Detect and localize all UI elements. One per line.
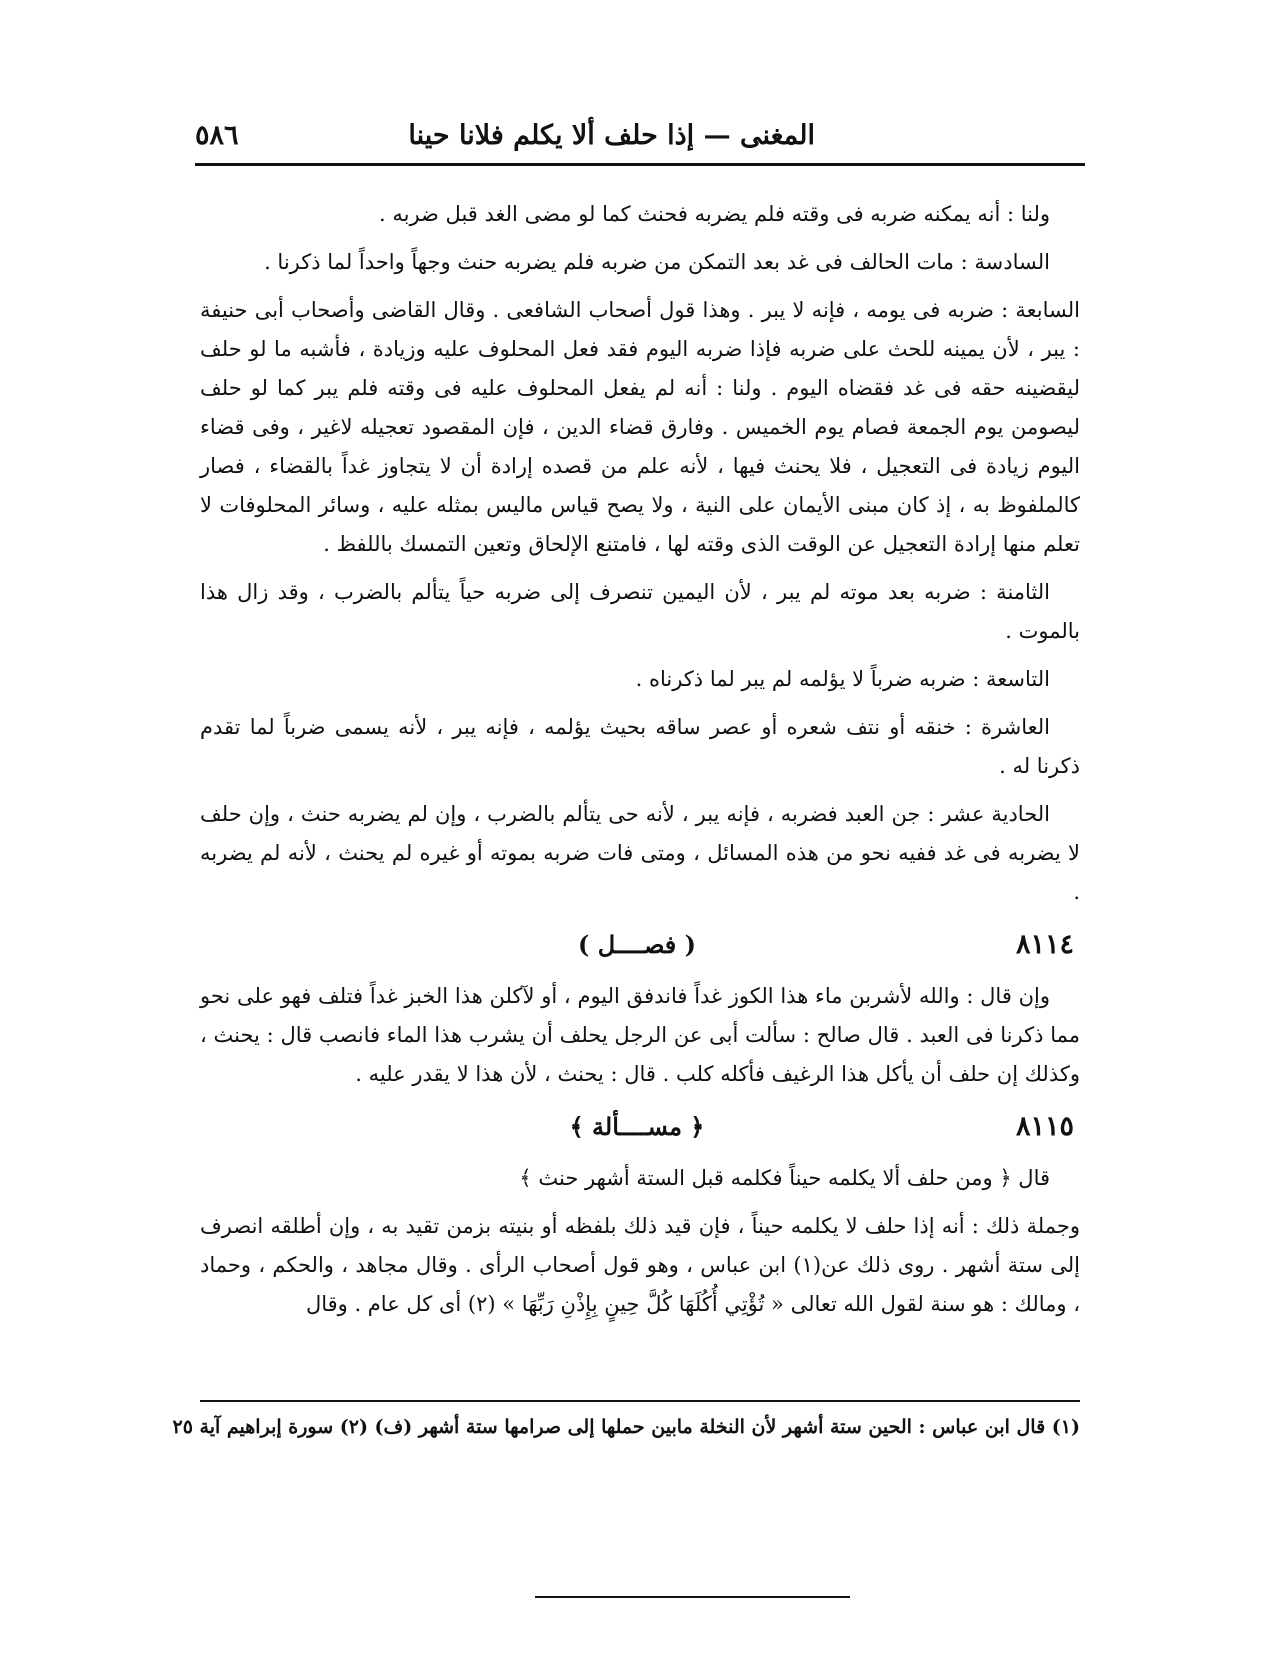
page-body xyxy=(200,195,1080,1333)
paragraph-2: السادسة : مات الحالف فى غد بعد التمكن من ضربه فلم يضربه حنث وجهاً واحداً لما ذكرنا . xyxy=(264,250,1050,274)
paragraph-6: العاشرة : خنقه أو نتف شعره أو عصر ساقه بحيث يؤلمه ، فإنه يبر ، لأنه يسمى ضرباً لما تقدم ذكرنا له . xyxy=(200,715,1080,778)
header-divider xyxy=(195,163,1085,166)
section-heading-masala xyxy=(200,1103,1080,1149)
running-title: المغنى — إذا حلف ألا يكلم فلانا حينا xyxy=(408,120,815,151)
paragraph-4: الثامنة : ضربه بعد موته لم يبر ، لأن اليمين تنصرف إلى ضربه حياً يتألم بالضرب ، وقد زال هذا بالموت . xyxy=(200,580,1080,643)
bottom-divider xyxy=(535,1596,850,1598)
section-label: ( فصــــل ) xyxy=(577,929,696,959)
page-header xyxy=(195,120,1085,164)
section-number: ٨١١٥ xyxy=(1015,1110,1074,1142)
section-number: ٨١١٤ xyxy=(1015,928,1074,960)
section-label: ﴿ مســــألة ﴾ xyxy=(569,1111,705,1141)
paragraph-10: وجملة ذلك : أنه إذا حلف لا يكلمه حيناً ، فإن قيد ذلك بلفظه أو بنيته بزمن تقيد به ، وإن أطلقه انصرف إلى ستة أشهر . روى ذلك عن(١) ابن عباس ، وهو قول أصحاب الرأى . وقال مجاهد ، والحكم ، وحماد ، ومالك : هو سنة لقول الله تعالى « تُؤْتِي أُكُلَهَا كُلَّ حِينٍ بِإِذْنِ رَبِّهَا » (٢) أى كل عام . وقال xyxy=(200,1214,1081,1316)
page-number: ٥٨٦ xyxy=(195,120,239,151)
footnote-divider xyxy=(200,1400,1080,1402)
paragraph-7: الحادية عشر : جن العبد فضربه ، فإنه يبر ، لأنه حى يتألم بالضرب ، وإن لم يضربه حنث ، وإن حلف لا يضربه فى غد ففيه نحو من هذه المسائل ، ومتى فات ضربه بموته أو غيره لم يحنث ، لأنه لم يضربه . xyxy=(200,802,1080,904)
paragraph-8: وإن قال : والله لأشربن ماء هذا الكوز غداً فاندفق اليوم ، أو لآكلن هذا الخبز غداً فتلف فهو على نحو مما ذكرنا فى العبد . قال صالح : سألت أبى عن الرجل يحلف أن يشرب هذا الماء فانصب قال : يحنث ، وكذلك إن حلف أن يأكل هذا الرغيف فأكله كلب . قال : يحنث ، لأن هذا لا يقدر عليه . xyxy=(200,984,1080,1086)
paragraph-5: التاسعة : ضربه ضرباً لا يؤلمه لم يبر لما ذكرناه . xyxy=(635,667,1050,691)
paragraph-9: قال ﴿ ومن حلف ألا يكلمه حيناً فكلمه قبل الستة أشهر حنث ﴾ xyxy=(519,1166,1050,1190)
footnote: (١) قال ابن عباس : الحين ستة أشهر لأن النخلة مابين حملها إلى صرامها ستة أشهر (ف) (٢) سورة إبراهيم آية ٢٥ xyxy=(172,1416,1080,1438)
section-heading-fasl xyxy=(200,921,1080,967)
paragraph-1: ولنا : أنه يمكنه ضربه فى وقته فلم يضربه فحنث كما لو مضى الغد قبل ضربه . xyxy=(379,202,1050,226)
paragraph-3: السابعة : ضربه فى يومه ، فإنه لا يبر . وهذا قول أصحاب الشافعى . وقال القاضى وأصحاب أبى حنيفة : يبر ، لأن يمينه للحث على ضربه فإذا ضربه اليوم فقد فعل المحلوف عليه وزيادة ، فأشبه ما لو حلف ليقضينه حقه فى غد فقضاه اليوم . ولنا : أنه لم يفعل المحلوف عليه فى وقته فلم يبر كما لو حلف ليصومن يوم الجمعة فصام يوم الخميس . وفارق قضاء الدين ، فإن المقصود تعجيله لاغير ، وفى قضاء اليوم زيادة فى التعجيل ، فلا يحنث فيها ، لأنه علم من قصده إرادة أن لا يتجاوز غداً بالقضاء ، فصار كالملفوظ به ، إذ كان مبنى الأيمان على النية ، ولا يصح قياس ماليس بمثله عليه ، وسائر المحلوفات لا تعلم منها إرادة التعجيل عن الوقت الذى وقته لها ، فامتنع الإلحاق وتعين التمسك باللفظ . xyxy=(200,298,1080,556)
